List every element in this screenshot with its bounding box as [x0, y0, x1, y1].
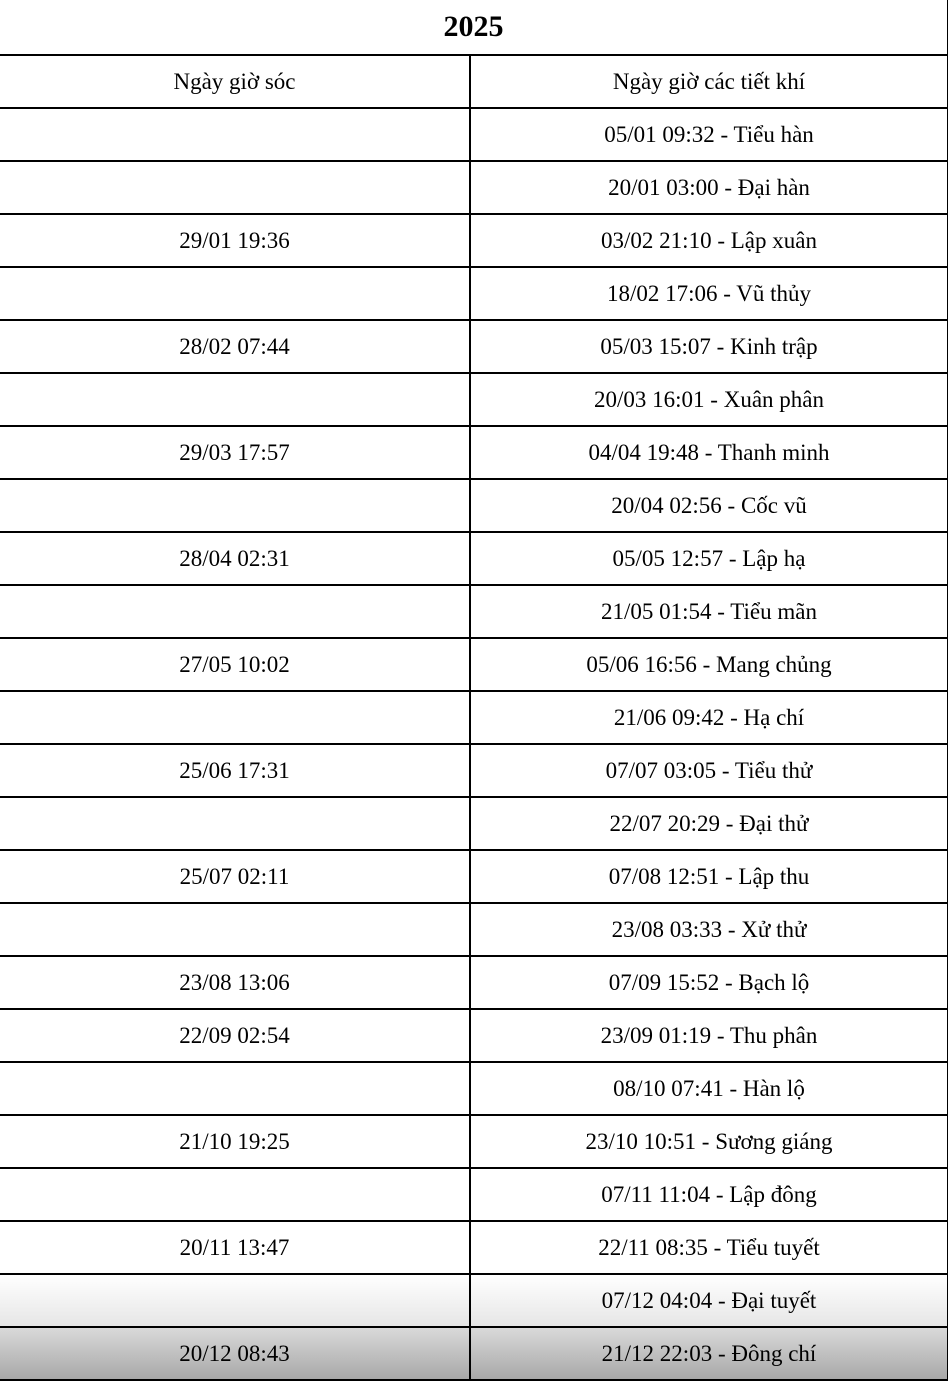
new-moon-cell: 23/08 13:06	[0, 956, 470, 1009]
solar-term-cell: 05/05 12:57 - Lập hạ	[470, 532, 948, 585]
table-row	[0, 320, 948, 373]
table-row	[0, 797, 948, 850]
solar-term-cell: 18/02 17:06 - Vũ thủy	[470, 267, 948, 320]
table-row	[0, 532, 948, 585]
table-row	[0, 903, 948, 956]
new-moon-cell	[0, 585, 470, 638]
solar-term-cell: 21/05 01:54 - Tiểu mãn	[470, 585, 948, 638]
table-row	[0, 214, 948, 267]
new-moon-cell	[0, 1274, 470, 1327]
table-row	[0, 267, 948, 320]
solar-term-cell: 23/10 10:51 - Sương giáng	[470, 1115, 948, 1168]
solar-term-cell: 22/11 08:35 - Tiểu tuyết	[470, 1221, 948, 1274]
table-body	[0, 108, 948, 1380]
table-row	[0, 373, 948, 426]
table-row	[0, 479, 948, 532]
table-row	[0, 108, 948, 161]
new-moon-cell: 28/04 02:31	[0, 532, 470, 585]
solar-term-cell: 05/03 15:07 - Kinh trập	[470, 320, 948, 373]
new-moon-cell	[0, 161, 470, 214]
solar-term-cell: 23/09 01:19 - Thu phân	[470, 1009, 948, 1062]
solar-term-cell: 07/11 11:04 - Lập đông	[470, 1168, 948, 1221]
header-solar-terms: Ngày giờ các tiết khí	[470, 55, 948, 108]
solar-term-cell: 21/12 22:03 - Đông chí	[470, 1327, 948, 1380]
solar-term-cell: 20/03 16:01 - Xuân phân	[470, 373, 948, 426]
solar-term-cell: 20/04 02:56 - Cốc vũ	[470, 479, 948, 532]
solar-term-cell: 03/02 21:10 - Lập xuân	[470, 214, 948, 267]
new-moon-cell: 29/01 19:36	[0, 214, 470, 267]
new-moon-cell	[0, 797, 470, 850]
new-moon-cell: 25/06 17:31	[0, 744, 470, 797]
new-moon-cell	[0, 691, 470, 744]
solar-term-cell: 05/01 09:32 - Tiểu hàn	[470, 108, 948, 161]
new-moon-cell	[0, 267, 470, 320]
solar-term-cell: 21/06 09:42 - Hạ chí	[470, 691, 948, 744]
new-moon-cell: 28/02 07:44	[0, 320, 470, 373]
table-row	[0, 850, 948, 903]
solar-term-cell: 22/07 20:29 - Đại thử	[470, 797, 948, 850]
solar-term-cell: 07/12 04:04 - Đại tuyết	[470, 1274, 948, 1327]
table-row	[0, 956, 948, 1009]
header-new-moon: Ngày giờ sóc	[0, 55, 470, 108]
table-row	[0, 1115, 948, 1168]
new-moon-cell: 20/12 08:43	[0, 1327, 470, 1380]
solar-term-cell: 23/08 03:33 - Xử thử	[470, 903, 948, 956]
new-moon-cell: 29/03 17:57	[0, 426, 470, 479]
new-moon-cell: 27/05 10:02	[0, 638, 470, 691]
new-moon-cell: 22/09 02:54	[0, 1009, 470, 1062]
new-moon-cell	[0, 479, 470, 532]
new-moon-cell	[0, 903, 470, 956]
table-row	[0, 638, 948, 691]
table-row	[0, 1327, 948, 1380]
new-moon-cell	[0, 1168, 470, 1221]
solar-term-cell: 07/09 15:52 - Bạch lộ	[470, 956, 948, 1009]
table-row	[0, 161, 948, 214]
new-moon-cell: 25/07 02:11	[0, 850, 470, 903]
table-row	[0, 1168, 948, 1221]
header-row	[0, 55, 948, 108]
new-moon-cell	[0, 373, 470, 426]
table-title: 2025	[0, 0, 948, 55]
solar-term-cell: 07/07 03:05 - Tiểu thử	[470, 744, 948, 797]
solar-term-cell: 04/04 19:48 - Thanh minh	[470, 426, 948, 479]
solar-term-cell: 08/10 07:41 - Hàn lộ	[470, 1062, 948, 1115]
new-moon-cell: 21/10 19:25	[0, 1115, 470, 1168]
new-moon-cell	[0, 1062, 470, 1115]
table-row	[0, 1274, 948, 1327]
solar-term-cell: 07/08 12:51 - Lập thu	[470, 850, 948, 903]
table-row	[0, 1062, 948, 1115]
table-row	[0, 585, 948, 638]
table-row	[0, 691, 948, 744]
table-row	[0, 1009, 948, 1062]
solar-term-cell: 20/01 03:00 - Đại hàn	[470, 161, 948, 214]
table-row	[0, 426, 948, 479]
new-moon-cell: 20/11 13:47	[0, 1221, 470, 1274]
new-moon-cell	[0, 108, 470, 161]
table-row	[0, 744, 948, 797]
solar-term-cell: 05/06 16:56 - Mang chủng	[470, 638, 948, 691]
table-row	[0, 1221, 948, 1274]
